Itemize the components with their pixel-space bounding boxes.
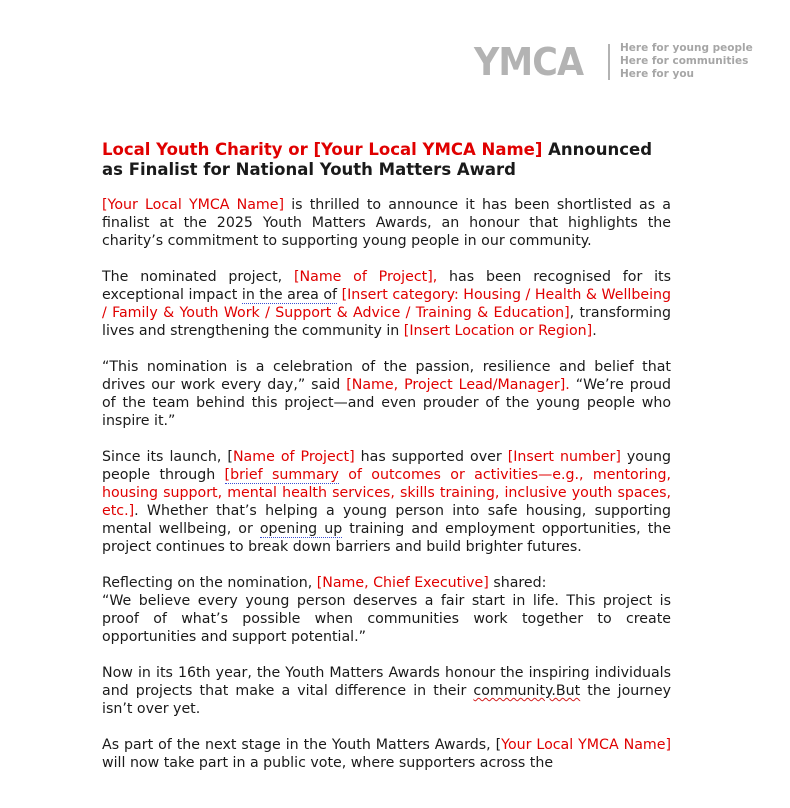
project-name-placeholder: Name of Project] — [232, 449, 355, 465]
paragraph-text: , transforming lives and strengthening the community in — [102, 305, 671, 339]
paragraph-text: will now take part in a public vote, where supporters across the — [102, 755, 554, 771]
location-placeholder: [Insert Location or Region] — [403, 323, 593, 339]
ceo-quote: “We believe every young person deserves a fair start in life. This project is proof of what’s possible when communities work together to create opportunities and support potential.” — [102, 593, 671, 645]
grammar-flag-area[interactable]: in the area of — [241, 287, 338, 303]
paragraph-text: “This nomination is a celebration of the passion, resilience and belief that drives our work every day,” said — [102, 359, 671, 393]
ymca-logo-mark: YMCA — [474, 40, 584, 84]
ymca-name-placeholder: [Your Local YMCA Name] — [102, 197, 285, 213]
logo-divider — [608, 44, 610, 80]
tagline-line-1: Here for young people — [620, 42, 753, 54]
summary-placeholder: of outcomes or activities—e.g., mentoring, housing support, mental health services, skills training, inclusive youth spaces, etc.] — [102, 467, 671, 519]
paragraph-quote-lead — [102, 358, 671, 430]
project-lead-placeholder: [Name, Project Lead/Manager]. — [346, 377, 570, 393]
logo-tagline — [620, 42, 753, 81]
paragraph-text: Now in its 16th year, the Youth Matters Awards honour the inspiring individuals and projects that make a vital difference in their — [102, 665, 671, 699]
project-name-placeholder: [Name of Project], — [293, 269, 438, 285]
headline — [102, 140, 671, 180]
ymca-name-placeholder: Your Local YMCA Name] — [501, 737, 672, 753]
headline-text: Announced as Finalist for National Youth Matters Award — [102, 140, 653, 179]
paragraph-text: . — [592, 323, 597, 339]
paragraph-text: “We’re proud of the team behind this project—and even prouder of the young people who inspire it.” — [102, 377, 672, 429]
grammar-flag-opening-up[interactable]: opening up — [259, 521, 343, 537]
tagline-line-3: Here for you — [620, 68, 695, 80]
paragraph-awards — [102, 664, 671, 718]
ceo-placeholder: [Name, Chief Executive] — [316, 575, 489, 591]
category-placeholder: [Insert category: Housing / Health & Wellbeing / Family & Youth Work / Support & Advice / Training & Education] — [102, 287, 672, 321]
number-placeholder: [Insert number] — [507, 449, 621, 465]
press-release-body — [102, 140, 671, 772]
ymca-logo — [474, 40, 753, 84]
grammar-flag-summary[interactable]: [brief summary — [224, 467, 339, 483]
paragraph-text: the journey isn’t over yet. — [102, 683, 671, 717]
paragraph-text: Since its launch, [ — [102, 449, 233, 465]
headline-placeholder: Local Youth Charity or [Your Local YMCA Name] — [102, 140, 543, 159]
paragraph-text: Reflecting on the nomination, — [102, 575, 317, 591]
paragraph-text: The nominated project, — [102, 269, 294, 285]
tagline-line-2: Here for communities — [620, 55, 749, 67]
paragraph-text: has supported over — [354, 449, 508, 465]
spelling-flag-community[interactable]: community.But — [473, 683, 581, 699]
paragraph-text: shared: — [488, 575, 547, 591]
paragraph-project — [102, 268, 671, 340]
paragraph-text: As part of the next stage in the Youth Matters Awards, [ — [102, 737, 502, 753]
paragraph-public-vote — [102, 736, 671, 772]
paragraph-text: training and employment opportunities, the project continues to break down barriers and build brighter futures. — [102, 521, 671, 555]
paragraph-text: is thrilled to announce it has been shortlisted as a finalist at the 2025 Youth Matters Awards, an honour that highlights the charity’s commitment to supporting young people in our community. — [102, 197, 672, 249]
paragraph-ceo — [102, 574, 671, 646]
paragraph-announcement — [102, 196, 671, 250]
paragraph-impact — [102, 448, 671, 556]
paragraph-text: young people through — [102, 449, 671, 483]
paragraph-text: has been recognised for its exceptional impact — [102, 269, 672, 303]
paragraph-text: . Whether that’s helping a young person into safe housing, supporting mental wellbeing, or — [102, 503, 671, 537]
